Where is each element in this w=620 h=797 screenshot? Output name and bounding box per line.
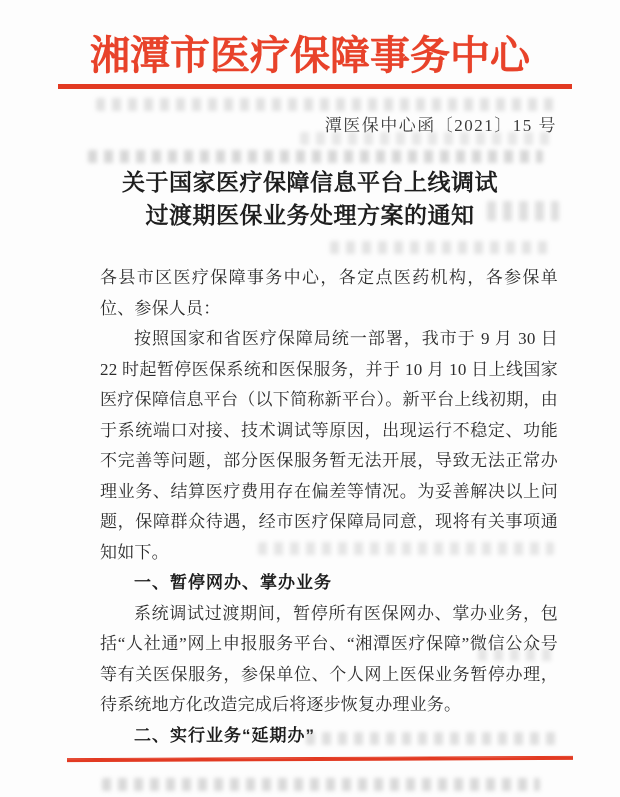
bleed-through-smudge: [96, 98, 558, 111]
doc-title-line1: 关于国家医疗保障信息平台上线调试: [122, 170, 498, 195]
doc-title: [0, 166, 620, 232]
section-heading-2: 二、实行业务“延期办”: [134, 725, 315, 745]
letterhead-rule: [58, 84, 572, 89]
letterhead-org-name: 湘潭市医疗保障事务中心: [90, 33, 530, 78]
bleed-through-smudge: [88, 150, 543, 163]
bleed-through-smudge: [330, 241, 554, 254]
bottom-red-rule: [67, 756, 573, 762]
doc-title-line2: 过渡期医保业务处理方案的通知: [145, 203, 475, 228]
bleed-through-smudge: [102, 778, 540, 791]
paragraph-intro: 按照国家和省医疗保障局统一部署，我市于 9 月 30 日 22 时起暂停医保系统和医保服务，并于 10 月 10 日上线国家医疗保障信息平台（以下简称新平台）。新平台上线初期，由于系统端口对接、技术调试等原因，出现运行不稳定、功能不完善等问题，部分医保服务暂无法开展，导致无法正常办理业务、结算医疗费用存在偏差等情况。为妥善解决以上问题，保障群众待遇，经市医疗保障局同意，现将有关事项通知如下。: [100, 329, 558, 562]
recipients-line: 各县市区医疗保障事务中心，各定点医药机构，各参保单位、参保人员：: [100, 268, 558, 318]
doc-body: [100, 263, 558, 751]
section-heading-1: 一、暂停网办、掌办业务: [134, 573, 332, 592]
doc-reference-number: 潭医保中心函〔2021〕15 号: [324, 116, 557, 135]
paragraph-section-1: 系统调试过渡期间，暂停所有医保网办、掌办业务，包括“人社通”网上申报服务平台、“湘潭医疗保障”微信公众号等有关医保服务，参保单位、个人网上医保业务暂停办理，待系统地方化改造完成后将逐步恢复办理业务。: [100, 603, 558, 714]
